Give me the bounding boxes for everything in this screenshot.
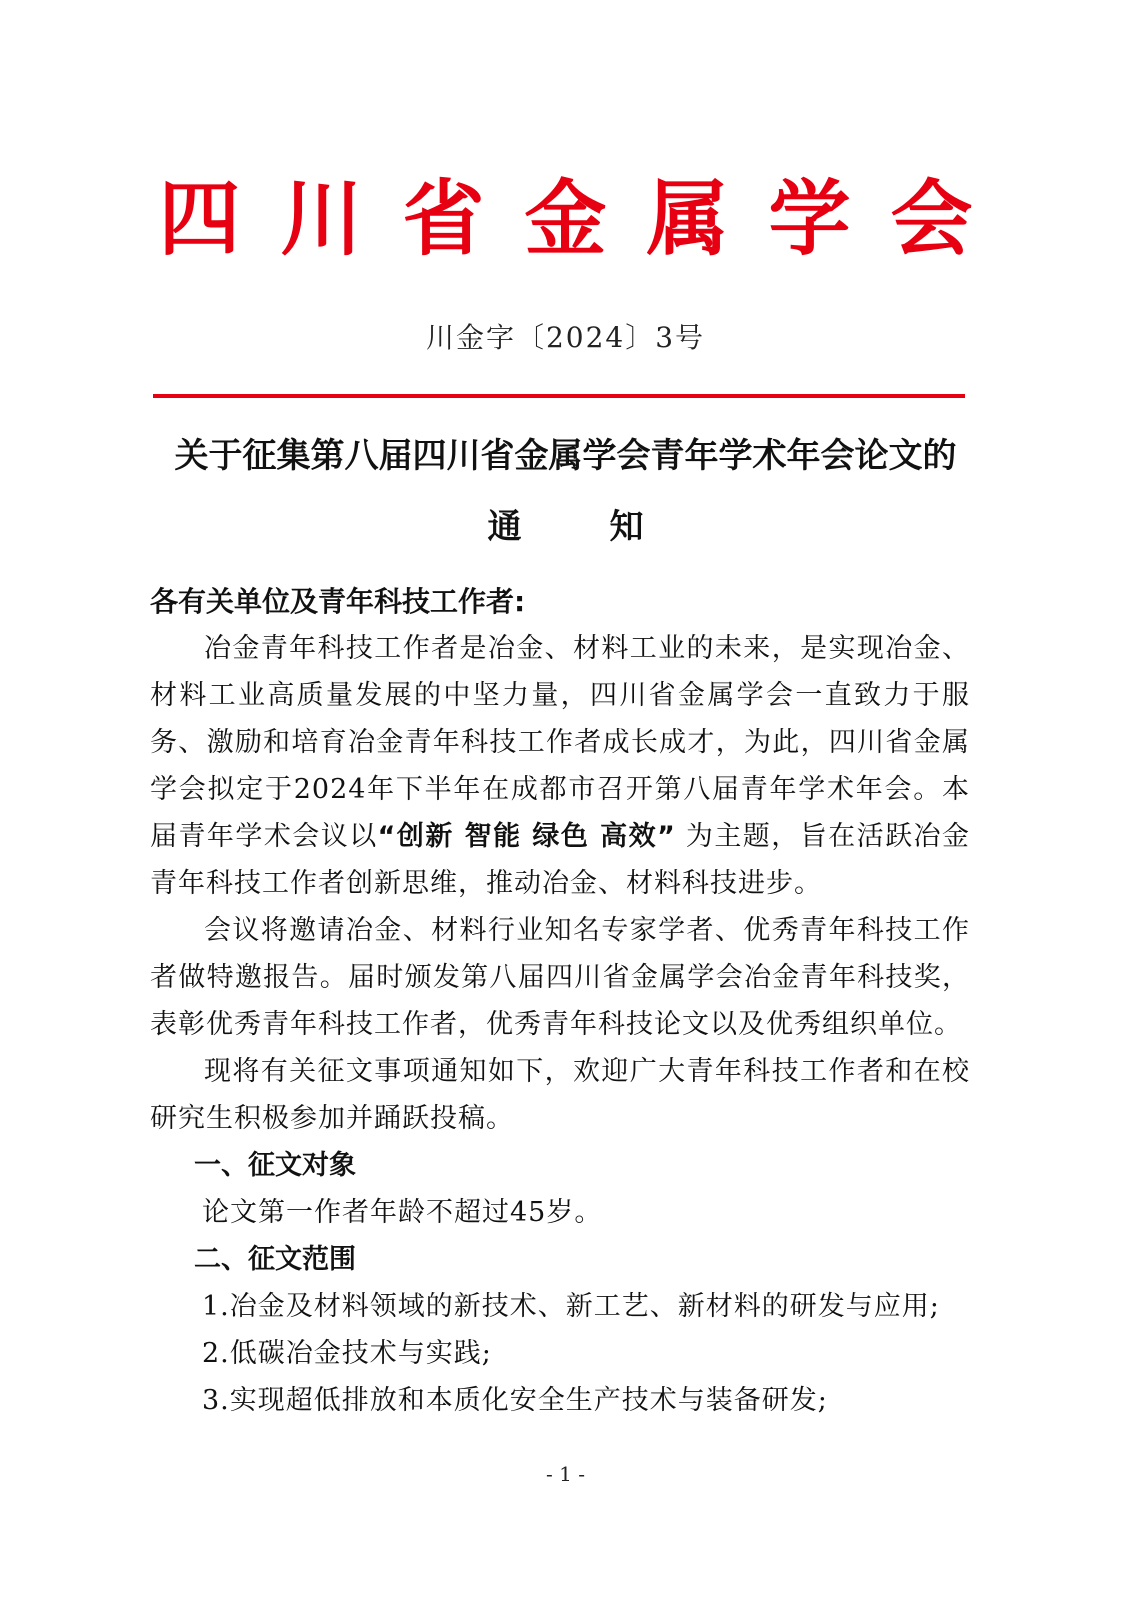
section-item: 3.实现超低排放和本质化安全生产技术与装备研发;: [202, 1385, 828, 1416]
paragraph-reports: 会议将邀请冶金、材料行业知名专家学者、优秀青年科技工作者做特邀报告。届时颁发第八届四川省金属学会冶金青年科技奖，表彰优秀青年科技工作者，优秀青年科技论文以及优秀组织单位。: [150, 915, 970, 1040]
theme-slogan: “创新 智能 绿色 高效”: [377, 821, 676, 852]
red-divider-line: [153, 394, 965, 398]
paragraph-intro-tail: 为主题，旨在活跃冶金青年科技工作者创新思维，推动冶金、材料科技进步。: [150, 821, 970, 899]
paragraph-call: 现将有关征文事项通知如下，欢迎广大青年科技工作者和在校研究生积极参加并踊跃投稿。: [150, 1056, 970, 1134]
paragraph-intro-text: 冶金青年科技工作者是冶金、材料工业的未来，是实现冶金、材料工业高质量发展的中坚力量，四川省金属学会一直致力于服务、激励和培育冶金青年科技工作者成长成才，为此，四川省金属学会拟定于2024年下半年在成都市召开第八届青年学术年会。本届青年学术会议以: [150, 633, 970, 852]
section-item: 论文第一作者年龄不超过45岁。: [202, 1197, 603, 1228]
paragraph-intro: [150, 625, 970, 907]
salutation: 各有关单位及青年科技工作者:: [150, 585, 526, 618]
document-number: 川金字〔2024〕3号: [425, 321, 706, 354]
notice-title-line-1: 关于征集第八届四川省金属学会青年学术年会论文的: [174, 436, 957, 476]
section-item: 1.冶金及材料领域的新技术、新工艺、新材料的研发与应用;: [202, 1291, 940, 1322]
letterhead-org-name: 四川省金属学会: [158, 172, 1013, 267]
section-heading-target: 一、征文对象: [194, 1150, 356, 1181]
notice-title-line-2: 通知: [487, 507, 732, 547]
section-item: 2.低碳冶金技术与实践;: [202, 1338, 492, 1369]
page-number: - 1 -: [546, 1462, 585, 1486]
section-heading-scope: 二、征文范围: [194, 1244, 356, 1275]
notice-body: [150, 578, 970, 1424]
